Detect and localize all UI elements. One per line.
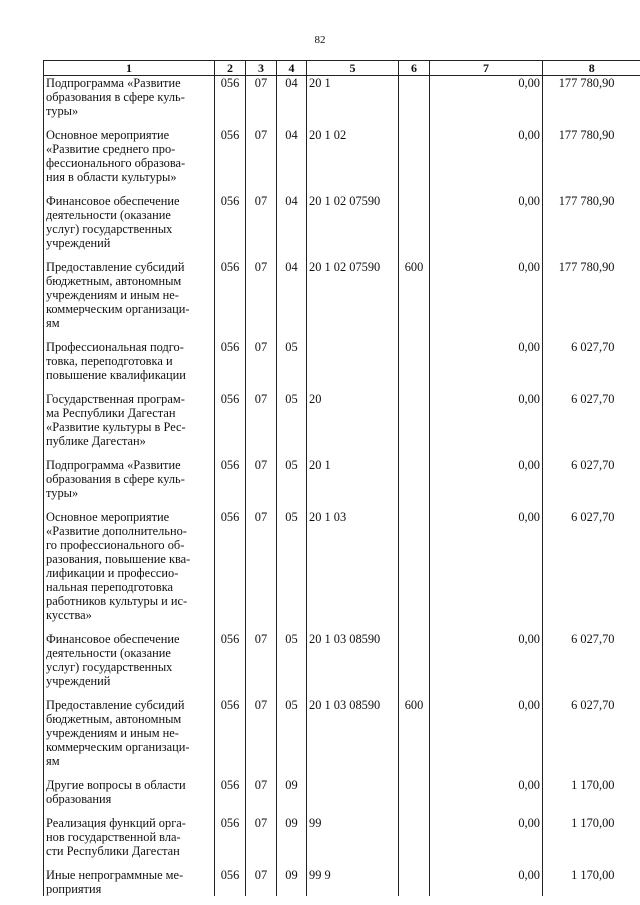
- table-row: [44, 194, 640, 250]
- spacer-cell: [277, 858, 307, 868]
- column-header-4: 4: [277, 61, 307, 76]
- amount-col8: 6 027,70: [543, 510, 640, 622]
- table-body: [44, 76, 640, 897]
- row-spacer: [44, 118, 640, 128]
- table-header-row: [44, 61, 640, 76]
- row-name-line: ма Республики Дагестан: [46, 406, 176, 420]
- row-name-line: деятельности (оказание: [46, 208, 171, 222]
- code-ministry: 056: [215, 458, 246, 500]
- row-name-line: образования: [46, 792, 112, 806]
- code-target-article: 20 1 03 08590: [307, 698, 399, 768]
- page-number: 82: [314, 34, 326, 46]
- code-expense-type: [399, 868, 430, 896]
- row-name-line: Другие вопросы в области: [46, 778, 186, 792]
- row-name-line: Предоставление субсидий: [46, 260, 185, 274]
- amount-col8: 1 170,00: [543, 868, 640, 896]
- spacer-cell: [44, 806, 215, 816]
- code-section: 07: [246, 128, 277, 184]
- spacer-cell: [399, 688, 430, 698]
- spacer-cell: [246, 330, 277, 340]
- code-ministry: 056: [215, 76, 246, 119]
- row-name-line: Основное мероприятие: [46, 128, 170, 142]
- spacer-cell: [215, 806, 246, 816]
- amount-col8: 177 780,90: [543, 128, 640, 184]
- column-header-6: 6: [399, 61, 430, 76]
- table-row: [44, 260, 640, 330]
- code-subsection: 09: [277, 868, 307, 896]
- row-name: [44, 340, 215, 382]
- code-target-article: 20 1 02 07590: [307, 194, 399, 250]
- code-section: 07: [246, 632, 277, 688]
- spacer-cell: [399, 118, 430, 128]
- amount-col7: 0,00: [430, 510, 543, 622]
- spacer-cell: [44, 858, 215, 868]
- spacer-cell: [215, 184, 246, 194]
- spacer-cell: [307, 330, 399, 340]
- table-row: [44, 458, 640, 500]
- spacer-cell: [246, 688, 277, 698]
- code-target-article: 99: [307, 816, 399, 858]
- spacer-cell: [277, 688, 307, 698]
- row-name-line: Подпрограмма «Развитие: [46, 76, 181, 90]
- spacer-cell: [277, 448, 307, 458]
- spacer-cell: [543, 806, 640, 816]
- row-name-line: кусства»: [46, 608, 92, 622]
- row-name-line: коммерческим организаци-: [46, 740, 190, 754]
- table-row: [44, 392, 640, 448]
- spacer-cell: [430, 118, 543, 128]
- code-subsection: 04: [277, 194, 307, 250]
- row-name: [44, 698, 215, 768]
- spacer-cell: [44, 118, 215, 128]
- code-subsection: 04: [277, 76, 307, 119]
- table-row: [44, 632, 640, 688]
- amount-col7: 0,00: [430, 698, 543, 768]
- spacer-cell: [246, 250, 277, 260]
- row-name-line: Предоставление субсидий: [46, 698, 185, 712]
- spacer-cell: [430, 858, 543, 868]
- spacer-cell: [246, 768, 277, 778]
- row-name-line: Финансовое обеспечение: [46, 194, 180, 208]
- spacer-cell: [399, 768, 430, 778]
- code-section: 07: [246, 698, 277, 768]
- code-section: 07: [246, 510, 277, 622]
- row-spacer: [44, 500, 640, 510]
- spacer-cell: [307, 622, 399, 632]
- spacer-cell: [543, 118, 640, 128]
- code-expense-type: [399, 128, 430, 184]
- code-ministry: 056: [215, 128, 246, 184]
- amount-col7: 0,00: [430, 76, 543, 119]
- row-spacer: [44, 688, 640, 698]
- spacer-cell: [44, 330, 215, 340]
- spacer-cell: [215, 382, 246, 392]
- row-name-line: роприятия: [46, 882, 102, 896]
- budget-table: [43, 60, 640, 896]
- row-name-line: Реализация функций орга-: [46, 816, 186, 830]
- column-header-8: 8: [543, 61, 640, 76]
- row-name-line: «Развитие культуры в Рес-: [46, 420, 186, 434]
- amount-col8: 6 027,70: [543, 632, 640, 688]
- amount-col8: 1 170,00: [543, 778, 640, 806]
- row-name-line: туры»: [46, 486, 79, 500]
- row-name-line: лификации и профессио-: [46, 566, 179, 580]
- code-target-article: 99 9: [307, 868, 399, 896]
- row-name-line: разования, повышение ква-: [46, 552, 191, 566]
- spacer-cell: [246, 184, 277, 194]
- spacer-cell: [399, 858, 430, 868]
- amount-col7: 0,00: [430, 392, 543, 448]
- row-name: [44, 868, 215, 896]
- spacer-cell: [543, 622, 640, 632]
- spacer-cell: [543, 250, 640, 260]
- spacer-cell: [543, 688, 640, 698]
- spacer-cell: [430, 382, 543, 392]
- code-ministry: 056: [215, 868, 246, 896]
- code-ministry: 056: [215, 510, 246, 622]
- spacer-cell: [215, 118, 246, 128]
- amount-col8: 177 780,90: [543, 76, 640, 119]
- code-target-article: 20 1 03: [307, 510, 399, 622]
- table-row: [44, 778, 640, 806]
- row-name-line: Финансовое обеспечение: [46, 632, 180, 646]
- row-spacer: [44, 184, 640, 194]
- code-expense-type: [399, 778, 430, 806]
- row-name-line: ям: [46, 754, 60, 768]
- row-name: [44, 632, 215, 688]
- spacer-cell: [246, 448, 277, 458]
- row-name-line: нов государственной вла-: [46, 830, 181, 844]
- code-expense-type: [399, 392, 430, 448]
- row-spacer: [44, 768, 640, 778]
- code-target-article: [307, 340, 399, 382]
- spacer-cell: [543, 448, 640, 458]
- table-row: [44, 868, 640, 896]
- code-section: 07: [246, 76, 277, 119]
- spacer-cell: [246, 382, 277, 392]
- spacer-cell: [246, 118, 277, 128]
- column-header-2: 2: [215, 61, 246, 76]
- spacer-cell: [430, 688, 543, 698]
- spacer-cell: [215, 448, 246, 458]
- spacer-cell: [307, 688, 399, 698]
- row-spacer: [44, 330, 640, 340]
- spacer-cell: [215, 688, 246, 698]
- spacer-cell: [399, 806, 430, 816]
- spacer-cell: [307, 250, 399, 260]
- code-subsection: 05: [277, 632, 307, 688]
- code-ministry: 056: [215, 778, 246, 806]
- row-name-line: услуг) государственных: [46, 222, 173, 236]
- spacer-cell: [399, 500, 430, 510]
- code-section: 07: [246, 778, 277, 806]
- spacer-cell: [277, 806, 307, 816]
- row-spacer: [44, 622, 640, 632]
- row-name-line: Основное мероприятие: [46, 510, 170, 524]
- code-section: 07: [246, 392, 277, 448]
- code-subsection: 09: [277, 778, 307, 806]
- row-name-line: коммерческим организаци-: [46, 302, 190, 316]
- spacer-cell: [246, 500, 277, 510]
- code-target-article: 20 1 02: [307, 128, 399, 184]
- code-target-article: 20: [307, 392, 399, 448]
- row-name-line: туры»: [46, 104, 79, 118]
- spacer-cell: [215, 622, 246, 632]
- spacer-cell: [430, 622, 543, 632]
- amount-col8: 6 027,70: [543, 392, 640, 448]
- table-row: [44, 510, 640, 622]
- spacer-cell: [44, 184, 215, 194]
- table-row: [44, 698, 640, 768]
- code-expense-type: [399, 632, 430, 688]
- row-name: [44, 510, 215, 622]
- amount-col7: 0,00: [430, 868, 543, 896]
- spacer-cell: [215, 500, 246, 510]
- spacer-cell: [543, 382, 640, 392]
- row-name-line: учреждений: [46, 236, 111, 250]
- spacer-cell: [399, 448, 430, 458]
- code-section: 07: [246, 260, 277, 330]
- spacer-cell: [246, 622, 277, 632]
- code-ministry: 056: [215, 340, 246, 382]
- code-expense-type: [399, 340, 430, 382]
- spacer-cell: [399, 382, 430, 392]
- amount-col7: 0,00: [430, 128, 543, 184]
- row-name-line: «Развитие среднего про-: [46, 142, 176, 156]
- amount-col7: 0,00: [430, 458, 543, 500]
- row-name-line: бюджетным, автономным: [46, 712, 182, 726]
- amount-col7: 0,00: [430, 778, 543, 806]
- spacer-cell: [215, 330, 246, 340]
- spacer-cell: [44, 250, 215, 260]
- amount-col7: 0,00: [430, 632, 543, 688]
- code-expense-type: [399, 194, 430, 250]
- spacer-cell: [399, 184, 430, 194]
- row-name: [44, 76, 215, 119]
- spacer-cell: [215, 250, 246, 260]
- spacer-cell: [430, 768, 543, 778]
- spacer-cell: [277, 500, 307, 510]
- spacer-cell: [543, 330, 640, 340]
- code-subsection: 05: [277, 392, 307, 448]
- table-row: [44, 76, 640, 119]
- code-subsection: 05: [277, 458, 307, 500]
- spacer-cell: [307, 382, 399, 392]
- column-header-3: 3: [246, 61, 277, 76]
- spacer-cell: [430, 330, 543, 340]
- code-section: 07: [246, 340, 277, 382]
- spacer-cell: [277, 382, 307, 392]
- spacer-cell: [399, 330, 430, 340]
- code-target-article: 20 1 02 07590: [307, 260, 399, 330]
- spacer-cell: [543, 858, 640, 868]
- spacer-cell: [215, 768, 246, 778]
- code-expense-type: [399, 76, 430, 119]
- spacer-cell: [277, 622, 307, 632]
- spacer-cell: [430, 448, 543, 458]
- code-expense-type: 600: [399, 698, 430, 768]
- code-ministry: 056: [215, 632, 246, 688]
- spacer-cell: [430, 250, 543, 260]
- spacer-cell: [430, 184, 543, 194]
- row-name: [44, 458, 215, 500]
- spacer-cell: [307, 118, 399, 128]
- row-name-line: товка, переподготовка и: [46, 354, 173, 368]
- row-name-line: публике Дагестан»: [46, 434, 146, 448]
- row-name: [44, 128, 215, 184]
- row-name-line: повышение квалификации: [46, 368, 186, 382]
- row-name: [44, 194, 215, 250]
- spacer-cell: [430, 500, 543, 510]
- spacer-cell: [277, 184, 307, 194]
- row-name-line: фессионального образова-: [46, 156, 186, 170]
- row-name-line: ям: [46, 316, 60, 330]
- row-name-line: Профессиональная подго-: [46, 340, 184, 354]
- amount-col8: 177 780,90: [543, 194, 640, 250]
- code-section: 07: [246, 458, 277, 500]
- spacer-cell: [543, 500, 640, 510]
- spacer-cell: [44, 382, 215, 392]
- amount-col8: 177 780,90: [543, 260, 640, 330]
- spacer-cell: [307, 500, 399, 510]
- spacer-cell: [246, 858, 277, 868]
- amount-col7: 0,00: [430, 340, 543, 382]
- code-target-article: 20 1 03 08590: [307, 632, 399, 688]
- code-subsection: 04: [277, 128, 307, 184]
- spacer-cell: [44, 688, 215, 698]
- row-name-line: образования в сфере куль-: [46, 90, 185, 104]
- row-name-line: ния в области культуры»: [46, 170, 177, 184]
- spacer-cell: [307, 448, 399, 458]
- table-row: [44, 816, 640, 858]
- row-spacer: [44, 382, 640, 392]
- row-name-line: Подпрограмма «Развитие: [46, 458, 181, 472]
- code-ministry: 056: [215, 816, 246, 858]
- row-name-line: го профессионального об-: [46, 538, 185, 552]
- row-name-line: учреждений: [46, 674, 111, 688]
- amount-col8: 1 170,00: [543, 816, 640, 858]
- row-spacer: [44, 250, 640, 260]
- spacer-cell: [430, 806, 543, 816]
- column-header-5: 5: [307, 61, 399, 76]
- row-name-line: учреждениям и иным не-: [46, 288, 179, 302]
- code-ministry: 056: [215, 698, 246, 768]
- code-subsection: 04: [277, 260, 307, 330]
- row-name: [44, 778, 215, 806]
- amount-col7: 0,00: [430, 194, 543, 250]
- code-expense-type: [399, 510, 430, 622]
- table-row: [44, 128, 640, 184]
- column-header-7: 7: [430, 61, 543, 76]
- amount-col8: 6 027,70: [543, 458, 640, 500]
- row-name-line: услуг) государственных: [46, 660, 173, 674]
- row-name-line: образования в сфере куль-: [46, 472, 185, 486]
- row-name-line: бюджетным, автономным: [46, 274, 182, 288]
- spacer-cell: [307, 806, 399, 816]
- code-ministry: 056: [215, 392, 246, 448]
- spacer-cell: [215, 858, 246, 868]
- row-name-line: деятельности (оказание: [46, 646, 171, 660]
- spacer-cell: [246, 806, 277, 816]
- amount-col7: 0,00: [430, 260, 543, 330]
- code-subsection: 09: [277, 816, 307, 858]
- code-expense-type: [399, 816, 430, 858]
- amount-col7: 0,00: [430, 816, 543, 858]
- spacer-cell: [399, 622, 430, 632]
- row-name-line: Иные непрограммные ме-: [46, 868, 184, 882]
- spacer-cell: [277, 330, 307, 340]
- spacer-cell: [277, 250, 307, 260]
- spacer-cell: [307, 184, 399, 194]
- code-ministry: 056: [215, 194, 246, 250]
- spacer-cell: [44, 500, 215, 510]
- spacer-cell: [399, 250, 430, 260]
- code-target-article: [307, 778, 399, 806]
- code-section: 07: [246, 816, 277, 858]
- row-name: [44, 260, 215, 330]
- row-name-line: учреждениям и иным не-: [46, 726, 179, 740]
- code-target-article: 20 1: [307, 458, 399, 500]
- spacer-cell: [277, 118, 307, 128]
- spacer-cell: [307, 768, 399, 778]
- row-name-line: нальная переподготовка: [46, 580, 174, 594]
- code-expense-type: 600: [399, 260, 430, 330]
- spacer-cell: [543, 184, 640, 194]
- row-spacer: [44, 448, 640, 458]
- column-header-1: 1: [44, 61, 215, 76]
- code-target-article: 20 1: [307, 76, 399, 119]
- amount-col8: 6 027,70: [543, 340, 640, 382]
- code-expense-type: [399, 458, 430, 500]
- row-name-line: работников культуры и ис-: [46, 594, 188, 608]
- row-name: [44, 816, 215, 858]
- spacer-cell: [543, 768, 640, 778]
- code-ministry: 056: [215, 260, 246, 330]
- row-name: [44, 392, 215, 448]
- spacer-cell: [277, 768, 307, 778]
- spacer-cell: [44, 448, 215, 458]
- amount-col8: 6 027,70: [543, 698, 640, 768]
- spacer-cell: [44, 768, 215, 778]
- code-subsection: 05: [277, 698, 307, 768]
- code-subsection: 05: [277, 510, 307, 622]
- code-subsection: 05: [277, 340, 307, 382]
- row-spacer: [44, 858, 640, 868]
- code-section: 07: [246, 194, 277, 250]
- code-section: 07: [246, 868, 277, 896]
- row-spacer: [44, 806, 640, 816]
- table-row: [44, 340, 640, 382]
- spacer-cell: [44, 622, 215, 632]
- row-name-line: Государственная програм-: [46, 392, 185, 406]
- spacer-cell: [307, 858, 399, 868]
- row-name-line: «Развитие дополнительно-: [46, 524, 187, 538]
- row-name-line: сти Республики Дагестан: [46, 844, 180, 858]
